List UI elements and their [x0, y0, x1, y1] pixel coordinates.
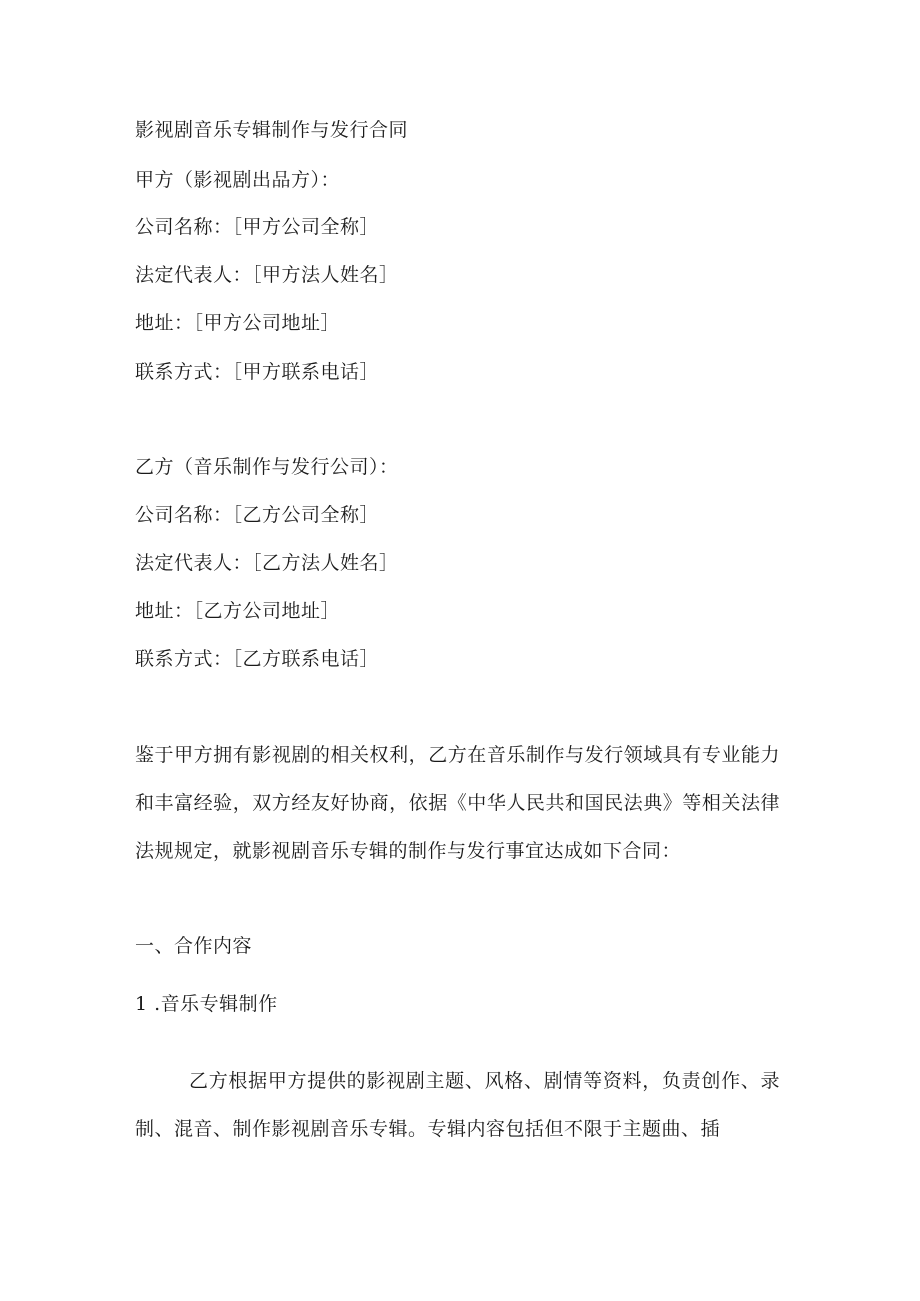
party-b-company: 公司名称：［乙方公司全称］	[135, 504, 380, 526]
party-b-heading: 乙方（音乐制作与发行公司）：	[135, 456, 399, 478]
party-b-legal-rep: 法定代表人：［乙方法人姓名］	[135, 552, 399, 574]
party-a-company: 公司名称：［甲方公司全称］	[135, 216, 380, 238]
party-b-address: 地址：［乙方公司地址］	[135, 600, 341, 622]
section-1-sub-1-heading: 1 .音乐专辑制作	[135, 993, 278, 1015]
party-a-contact: 联系方式：［甲方联系电话］	[135, 361, 380, 383]
section-1-sub-1-body: 乙方根据甲方提供的影视剧主题、风格、剧情等资料，负责创作、录制、混音、制作影视剧音乐专辑。专辑内容包括但不限于主题曲、插	[135, 1070, 780, 1140]
preamble-paragraph: 鉴于甲方拥有影视剧的相关权利，乙方在音乐制作与发行领域具有专业能力和丰富经验，双方经友好协商，依据《中华人民共和国民法典》等相关法律法规规定，就影视剧音乐专辑的制作与发行事宜达成如下合同：	[135, 744, 780, 862]
section-1-heading: 一、合作内容	[135, 935, 253, 957]
contract-title: 影视剧音乐专辑制作与发行合同	[135, 119, 409, 141]
party-a-legal-rep: 法定代表人：［甲方法人姓名］	[135, 264, 399, 286]
party-b-contact: 联系方式：［乙方联系电话］	[135, 648, 380, 670]
party-a-heading: 甲方（影视剧出品方）：	[135, 169, 341, 191]
party-a-address: 地址：［甲方公司地址］	[135, 312, 341, 334]
